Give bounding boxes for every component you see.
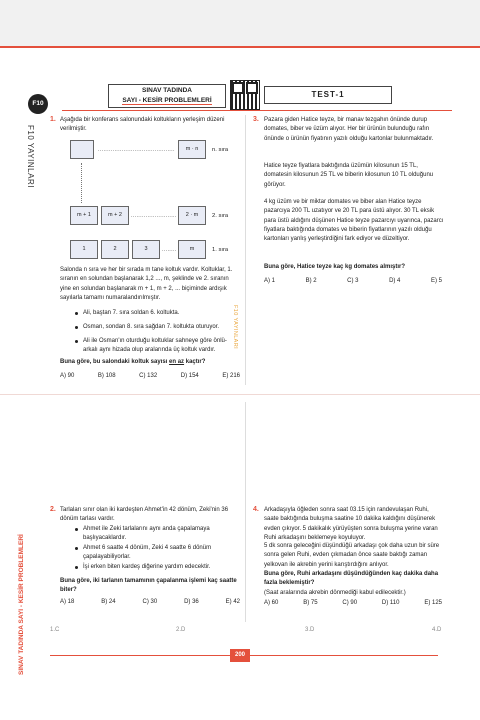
q1-bullet-1 xyxy=(75,312,78,315)
q3-choice-d[interactable]: D) 4 xyxy=(389,278,401,284)
q1-dots-row-n: .......................................... xyxy=(98,147,175,153)
q1-box-m: m xyxy=(178,240,206,259)
q2-choice-d[interactable]: D) 36 xyxy=(184,599,199,605)
q1-question-emphasis: en az xyxy=(169,359,185,365)
q3-paragraph-3: 4 kg üzüm ve bir miktar domates ve biber alan Hatice teyze pazarcıya 200 TL uzatıyor ve 20 TL para üstü alıyor. 30 TL eksik para üstü aldığını düşünen Hatice teyze pazarcıyı uyarınca, pazarcı fiyatlara baktığında domates ve biberin fiyatlarının yazılı olduğu kartonları yanlış yerleştirdiğini fark ediyor ve düzeltiyor. xyxy=(264,199,444,243)
brand-logo: F10 xyxy=(28,94,48,114)
q4-paragraph-2: 5 dk sonra geleceğini düşündüğü arkadaşı çok daha uzun bir süre sonra gelen Ruhi, evden çıkmadan önce saate baktığı zaman yelkovan ile akrebin yerini karıştırdığını anlıyor. xyxy=(264,543,440,568)
q3-choice-c[interactable]: C) 3 xyxy=(347,278,359,284)
top-band xyxy=(0,0,480,46)
q1-dots-row-1: ........ xyxy=(162,247,177,253)
q4-choice-e[interactable]: E) 125 xyxy=(424,600,442,606)
q1-bullet-text-2: Osman, sondan 8. sıra sağdan 7. koltukta oturuyor. xyxy=(83,324,220,330)
q2-question: Buna göre, iki tarlanın tamamının çapalanma işlemi kaç saatte biter? xyxy=(60,578,237,594)
q3-question: Buna göre, Hatice teyze kaç kg domates almıştır? xyxy=(264,264,406,270)
q1-choice-d[interactable]: D) 154 xyxy=(180,373,199,379)
q4-choice-d[interactable]: D) 110 xyxy=(381,600,400,606)
q2-number: 2. xyxy=(50,506,56,513)
q2-choices xyxy=(60,599,240,605)
q4-number: 4. xyxy=(253,506,259,513)
brand-vertical-text: F10 YAYINLARI xyxy=(26,125,35,188)
q1-bullet-2 xyxy=(75,326,78,329)
q1-choice-c[interactable]: C) 132 xyxy=(139,373,158,379)
q3-number: 3. xyxy=(253,116,259,123)
side-section-label: SINAV TADINDA SAYI - KESİR PROBLEMLERİ xyxy=(18,534,25,675)
answer-key-1: 1.C xyxy=(50,627,60,633)
q1-box-top-first xyxy=(70,140,94,159)
q2-choice-c[interactable]: C) 30 xyxy=(142,599,158,605)
header-rule xyxy=(62,110,452,111)
q1-row-label-1: 1. sıra xyxy=(212,247,229,253)
q1-vertical-dots xyxy=(81,163,82,203)
q1-box-2: 2 xyxy=(101,240,129,259)
q2-bullet-2 xyxy=(75,547,78,550)
q4-choice-a[interactable]: A) 60 xyxy=(264,600,279,606)
q1-body: Salonda n sıra ve her bir sırada m tane koltuk vardır. Koltuklar, 1. sıranın en solundan başlanarak 1,2 ..., m, şeklinde ve 2. sıranın yine en solundan başlanarak m + 1, m + 2, ... biçiminde ardışık sayılarla tamamı numaralandırılmıştır. xyxy=(60,267,233,301)
section-title-line1: SINAV TADINDA xyxy=(142,87,192,94)
q3-choice-e[interactable]: E) 5 xyxy=(430,278,442,284)
q1-choice-e[interactable]: E) 216 xyxy=(222,373,240,379)
q2-choice-b[interactable]: B) 24 xyxy=(101,599,116,605)
q1-choices xyxy=(60,373,240,379)
section-title-line2: SAYI - KESİR PROBLEMLERİ xyxy=(122,97,212,104)
q2-choice-e[interactable]: E) 42 xyxy=(225,599,240,605)
answer-key-3: 3.D xyxy=(305,627,315,633)
answer-key-2: 2.D xyxy=(176,627,186,633)
q1-dots-row-2: ......................... xyxy=(131,213,177,219)
q1-row-label-n: n. sıra xyxy=(212,147,229,153)
q2-stem: Tarlaları sınır olan iki kardeşten Ahmet'in 42 dönüm, Zeki'nin 36 dönüm tarlası vardır. xyxy=(60,507,229,523)
q1-bullet-text-1: Ali, baştan 7. sıra soldan 6. koltukta. xyxy=(83,310,180,316)
q1-question: Buna göre, bu salondaki koltuk sayısı en az kaçtır? xyxy=(60,359,206,365)
q4-paragraph-1: Arkadaşıyla öğleden sonra saat 03.15 için randevulaşan Ruhi, saate baktığında buluşma saatine 10 dakika kaldığını düşünerek evden çıkıyor. 5 dakikalık yürüyüşten sonra buluşma yerine varan Ruhi arkadaşını beklemeye koyuluyor. xyxy=(264,507,438,541)
q1-choice-a[interactable]: A) 90 xyxy=(60,373,75,379)
q2-bullet-text-2: Ahmet 6 saatte 4 dönüm, Zeki 4 saatte 6 dönüm çapalayabiliyorlar. xyxy=(83,545,212,561)
q1-box-3: 3 xyxy=(132,240,160,259)
page-number: 200 xyxy=(230,649,250,662)
top-rule xyxy=(0,46,480,48)
test-label: TEST-1 xyxy=(264,86,392,104)
q2-bullet-text-3: İşi erken biten kardeş diğerine yardım edecektir. xyxy=(83,564,211,570)
q3-choice-b[interactable]: B) 2 xyxy=(305,278,317,284)
q4-note: (Saat aralarında akrebin dönmediği kabul edilecektir.) xyxy=(264,590,406,596)
q3-paragraph-1: Pazara giden Hatice teyze, bir manav tezgahın önünde durup domates, biber ve üzüm alıyor. Her bir ürünün bulunduğu rafın önünde o ürünün fiyatının yazılı olduğu kartonlar bulunmaktadır. xyxy=(264,117,434,142)
q1-box-2m: 2 · m xyxy=(178,206,206,225)
q1-choice-b[interactable]: B) 108 xyxy=(97,373,116,379)
section-separator xyxy=(0,394,480,395)
q2-bullet-1 xyxy=(75,528,78,531)
q4-choices xyxy=(264,600,442,606)
answer-key-4: 4.D xyxy=(432,627,442,633)
q2-bullet-text-1: Ahmet ile Zeki tarlalarını aynı anda çapalamaya başlıyacaklardır. xyxy=(83,526,210,542)
q1-row-label-2: 2. sıra xyxy=(212,213,229,219)
q4-choice-c[interactable]: C) 90 xyxy=(342,600,358,606)
q3-choice-a[interactable]: A) 1 xyxy=(264,278,276,284)
q1-bullet-text-3: Ali ile Osman'ın oturduğu koltuklar sahneye göre önlü-arkalı aynı hizada olup aralarında üç koltuk vardır. xyxy=(83,338,227,354)
section-title-box xyxy=(108,84,226,108)
q3-paragraph-2: Hatice teyze fiyatlara baktığında üzümün kilosunun 15 TL, domatesin kilosunun 25 TL ve biberin kilosunun 10 TL olduğunu görüyor. xyxy=(264,163,434,188)
q3-choices xyxy=(264,278,442,284)
column-divider-top xyxy=(245,115,246,385)
q1-bullet-3 xyxy=(75,340,78,343)
q1-number: 1. xyxy=(50,116,56,123)
q1-stem: Aşağıda bir konferans salonundaki koltukların yerleşim düzeni verilmiştir. xyxy=(60,117,225,133)
q1-box-1: 1 xyxy=(70,240,98,259)
qr-code xyxy=(230,80,260,110)
q1-box-m1: m + 1 xyxy=(70,206,98,225)
watermark: F10 YAYINLARI xyxy=(232,305,238,350)
q1-box-mn: m · n xyxy=(178,140,206,159)
q4-choice-b[interactable]: B) 75 xyxy=(303,600,318,606)
q4-question: Buna göre, Ruhi arkadaşını düşündüğünden kaç dakika daha fazla beklemiştir? xyxy=(264,571,439,587)
column-divider-bottom xyxy=(245,402,246,622)
q2-bullet-3 xyxy=(75,566,78,569)
q1-box-m2: m + 2 xyxy=(101,206,129,225)
q2-choice-a[interactable]: A) 18 xyxy=(60,599,75,605)
